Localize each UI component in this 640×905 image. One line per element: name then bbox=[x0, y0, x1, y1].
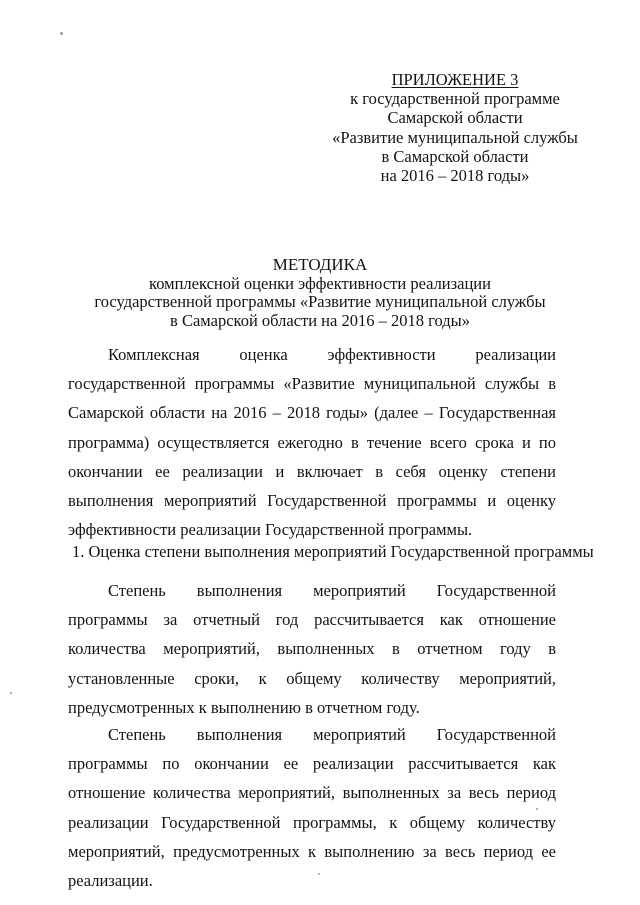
scan-speck bbox=[536, 808, 538, 810]
appendix-line: на 2016 – 2018 годы» bbox=[380, 166, 530, 186]
scan-speck bbox=[10, 692, 12, 694]
method-heading: МЕТОДИКА bbox=[272, 255, 368, 274]
appendix-title: ПРИЛОЖЕНИЕ 3 bbox=[391, 70, 519, 89]
appendix-line: к государственной программе bbox=[350, 89, 560, 109]
section-1-title: 1. Оценка степени выполнения мероприятий Государственной программы bbox=[72, 542, 594, 561]
appendix-line: Самарской области bbox=[387, 108, 523, 128]
appendix-line: «Развитие муниципальной службы bbox=[332, 127, 578, 147]
appendix-line: в Самарской области bbox=[381, 146, 529, 166]
scan-speck bbox=[60, 32, 63, 35]
total-degree-paragraph: Степень выполнения мероприятий Государственной программы по окончании ее реализации рассчитывается как отношение количества мероприятий, выполненных за весь период реализации Государственной программы, к общему количеству мероприятий, предусмотренных к выполнению за весь период ее реализации. bbox=[68, 725, 556, 891]
method-subtitle-line: государственной программы «Развитие муниципальной службы bbox=[94, 292, 546, 311]
appendix-header bbox=[320, 70, 590, 185]
method-subtitle-line: комплексной оценки эффективности реализации bbox=[149, 273, 491, 293]
intro-paragraph: Комплексная оценка эффективности реализации государственной программы «Развитие муниципальной службы в Самарской области на 2016 – 2018 годы» (далее – Государственная программа) осуществляется ежегодно в течение всего срока и по окончании ее реализации и включает в себя оценку степени выполнения мероприятий Государственной программы и оценку эффективности реализации Государственной программы. bbox=[68, 345, 556, 540]
scan-speck bbox=[318, 873, 320, 875]
method-subtitle-line: в Самарской области на 2016 – 2018 годы» bbox=[170, 310, 470, 330]
annual-degree-paragraph: Степень выполнения мероприятий Государственной программы за отчетный год рассчитывается как отношение количества мероприятий, выполненных в отчетном году в установленные сроки, к общему количеству мероприятий, предусмотренных к выполнению в отчетном году. bbox=[68, 581, 556, 717]
method-title-block bbox=[60, 256, 580, 330]
